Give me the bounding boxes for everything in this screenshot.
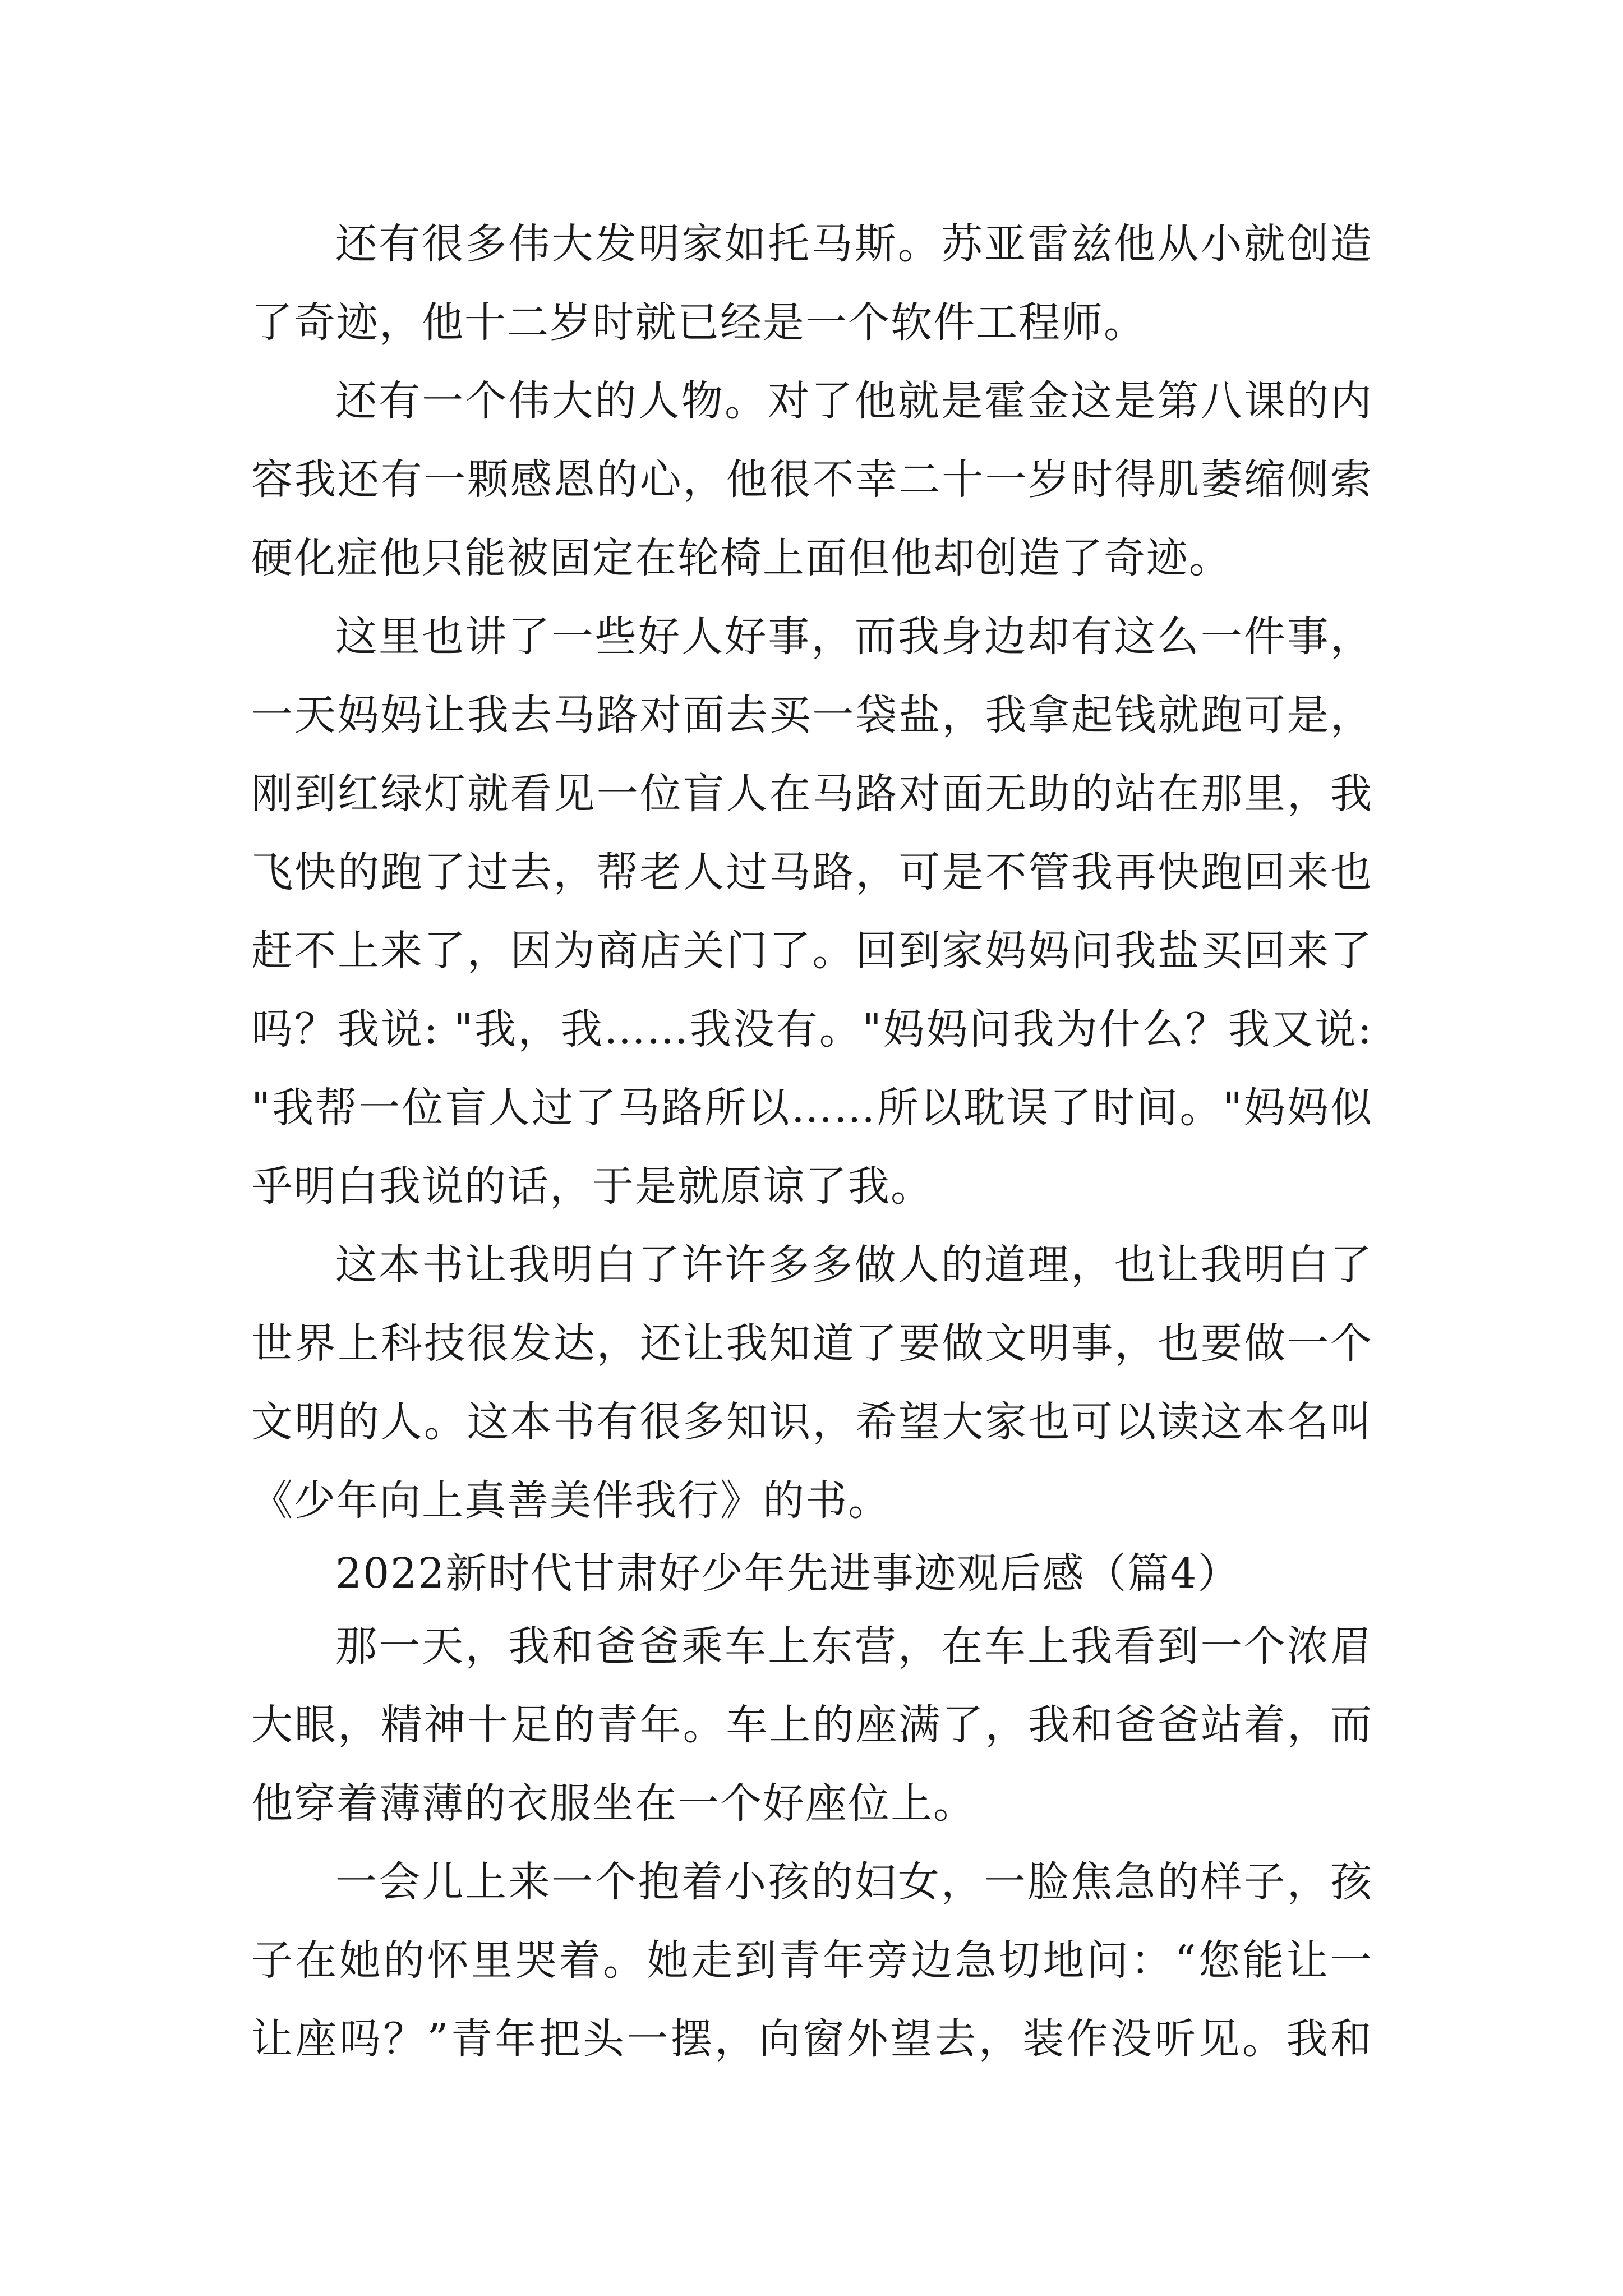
text-line: 让座吗？”青年把头一摆，向窗外望去，装作没听见。我和 [251,2015,1373,2063]
text-line: 一会儿上来一个抱着小孩的妇女，一脸焦急的样子，孩 [335,1858,1373,1906]
text-line: 容我还有一颗感恩的心，他很不幸二十一岁时得肌萎缩侧索 [251,455,1373,504]
text-line: 硬化症他只能被固定在轮椅上面但他却创造了奇迹。 [251,534,1232,582]
text-line: 赶不上来了，因为商店关门了。回到家妈妈问我盐买回来了 [251,927,1373,975]
text-line: 文明的人。这本书有很多知识，希望大家也可以读这本名叫 [251,1398,1373,1446]
text-line: 了奇迹，他十二岁时就已经是一个软件工程师。 [251,298,1146,347]
text-line: 吗？我说: "我，我……我没有。"妈妈问我为什么？我又说: [251,1005,1373,1053]
text-line: 刚到红绿灯就看见一位盲人在马路对面无助的站在那里，我 [251,770,1373,818]
text-line: 大眼，精神十足的青年。车上的座满了，我和爸爸站着，而 [251,1701,1373,1749]
text-line: 还有一个伟大的人物。对了他就是霍金这是第八课的内 [335,377,1373,425]
text-line: 《少年向上真善美伴我行》的书。 [251,1476,891,1525]
text-line: "我帮一位盲人过了马路所以……所以耽误了时间。"妈妈似 [251,1084,1373,1132]
text-line: 这里也讲了一些好人好事，而我身边却有这么一件事， [335,613,1373,661]
text-line: 还有很多伟大发明家如托马斯。苏亚雷兹他从小就创造 [335,220,1373,268]
text-line: 这本书让我明白了许许多多做人的道理，也让我明白了 [335,1241,1373,1289]
text-line: 那一天，我和爸爸乘车上东营，在车上我看到一个浓眉 [335,1622,1373,1671]
text-line: 一天妈妈让我去马路对面去买一袋盐，我拿起钱就跑可是， [251,691,1373,739]
text-line: 飞快的跑了过去，帮老人过马路，可是不管我再快跑回来也 [251,848,1373,896]
text-line: 子在她的怀里哭着。她走到青年旁边急切地问：“您能让一 [251,1936,1373,1985]
section-heading: 2022新时代甘肃好少年先进事迹观后感（篇4） [335,1549,1241,1598]
text-line: 世界上科技很发达，还让我知道了要做文明事，也要做一个 [251,1319,1373,1368]
text-line: 他穿着薄薄的衣服坐在一个好座位上。 [251,1779,976,1828]
text-line: 乎明白我说的话，于是就原谅了我。 [251,1162,933,1211]
